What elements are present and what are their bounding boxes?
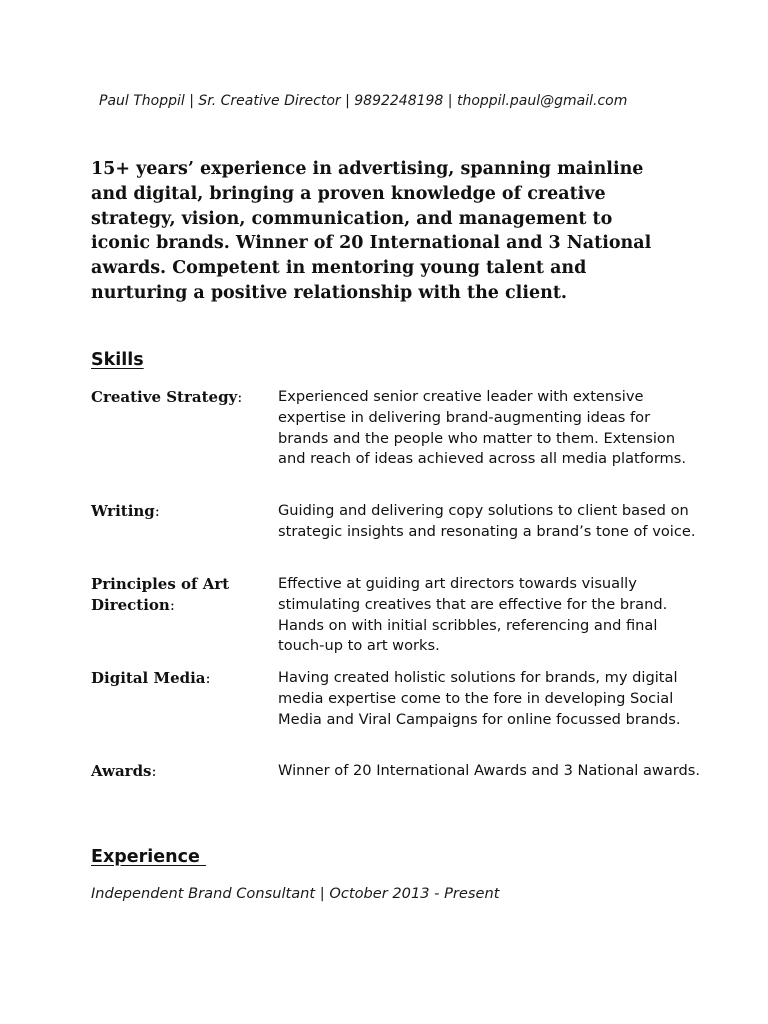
skill-label: Digital Media: [91,669,211,687]
skill-description: Winner of 20 International Awards and 3 National awards. [278,762,701,779]
skill-description: Effective at guiding art directors towards visually stimulating creatives that are effective for the brand. Hands on with initial scribbles, referencing and final touch-up to art works. [278,575,668,655]
profile-summary: 15+ years’ experience in advertising, spanning mainline and digital, bringing a proven knowledge of creative strategy, vision, communication, and management to iconic brands. Winner of 20 International and 3 National awards. Competent in mentoring young talent and nurturing a positive relationship with the client. [91,159,652,303]
skill-label: Writing: [91,502,160,520]
skill-description: Experienced senior creative leader with extensive expertise in delivering brand-augmenting ideas for brands and the people who matter to them. Extension and reach of ideas achieved across all media platforms. [278,388,687,468]
job-title-line: Independent Brand Consultant | October 2013 - Present [91,885,500,902]
skill-label: Awards: [91,762,157,780]
contact-line: Paul Thoppil | Sr. Creative Director | 9892248198 | thoppil.paul@gmail.com [99,93,628,109]
skill-description: Guiding and delivering copy solutions to client based on strategic insights and resonating a brand’s tone of voice. [278,502,696,540]
skills-heading: Skills [91,350,144,370]
skill-description: Having created holistic solutions for brands, my digital media expertise come to the fore in developing Social Media and Viral Campaigns for online focussed brands. [278,669,681,728]
experience-heading: Experience [91,847,206,867]
skill-label: Principles of Art Direction: [91,575,230,614]
skill-label: Creative Strategy: [91,388,243,406]
